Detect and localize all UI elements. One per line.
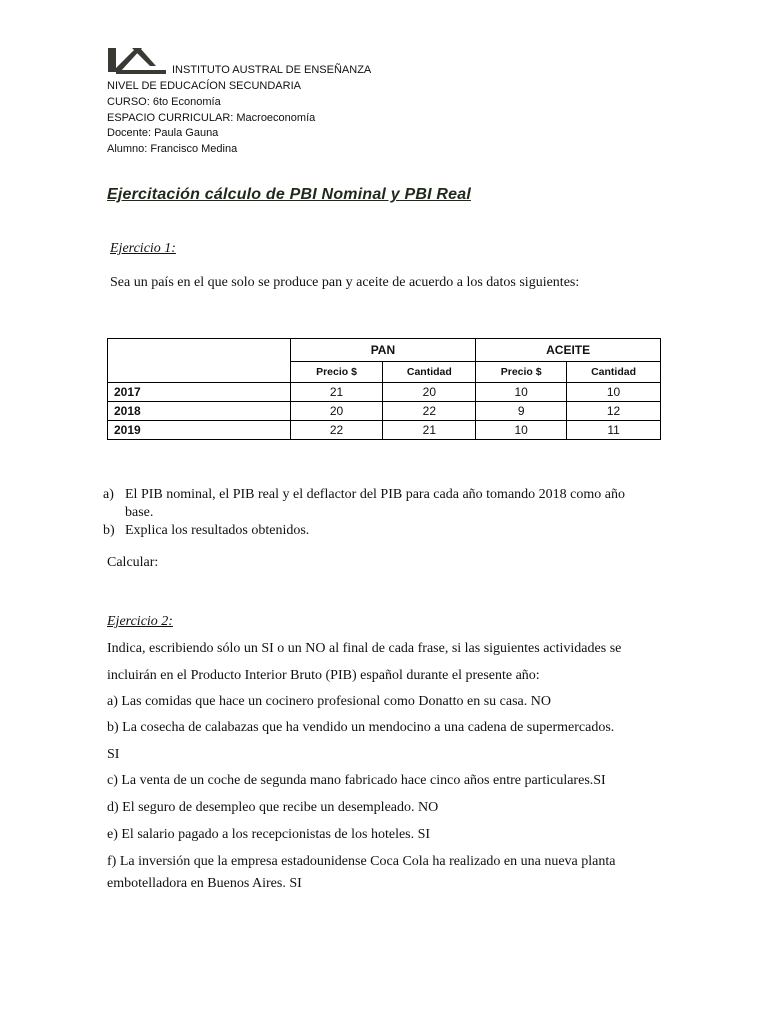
price-quantity-table [107,338,661,440]
table-cell: 22 [290,421,383,440]
subheader-pan-quantity: Cantidad [383,362,476,383]
exercise-2-line: Indica, escribiendo sólo un SI o un NO al final de cada frase, si las siguientes actividades se [107,641,622,656]
table-cell: 21 [383,421,476,440]
table-cell: 9 [476,402,567,421]
question-marker: a) [103,487,114,502]
table-cell: 20 [290,402,383,421]
question-b [103,523,309,539]
subheader-aceite-quantity: Cantidad [567,362,661,383]
subheader-aceite-price: Precio $ [476,362,567,383]
exercise-2-line: a) Las comidas que hace un cocinero profesional como Donatto en su casa. NO [107,694,551,709]
exercise-2-line: incluirán en el Producto Interior Bruto (PIB) español durante el presente año: [107,668,540,683]
exercise-2-line: SI [107,747,120,762]
row-year: 2018 [108,402,291,421]
calculate-label: Calcular: [107,555,159,570]
exercise-2-line: b) La cosecha de calabazas que ha vendido un mendocino a una cadena de supermercados. [107,720,615,735]
group-header-pan: PAN [290,339,476,362]
question-marker: b) [103,523,115,538]
table-cell: 11 [567,421,661,440]
table-row [108,421,661,440]
exercise-2-line: d) El seguro de desempleo que recibe un desempleado. NO [107,800,439,815]
school-name: INSTITUTO AUSTRAL DE ENSEÑANZA [172,64,372,76]
subheader-pan-price: Precio $ [290,362,383,383]
question-a [103,487,625,503]
education-level: NIVEL DE EDUCACÍON SECUNDARIA [107,80,301,92]
exercise-2-line: e) El salario pagado a los recepcionistas de los hoteles. SI [107,827,431,842]
exercise-1-intro: Sea un país en el que solo se produce pan y aceite de acuerdo a los datos siguientes: [110,275,580,290]
exercise-2-heading: Ejercicio 2: [107,614,173,629]
exercise-2-line: embotelladora en Buenos Aires. SI [107,876,302,891]
table-group-header-row [108,339,661,362]
table-cell: 10 [476,383,567,402]
row-year: 2019 [108,421,291,440]
table-cell: 21 [290,383,383,402]
document-title: Ejercitación cálculo de PBI Nominal y PBI Real [107,186,471,203]
table-cell: 20 [383,383,476,402]
course: CURSO: 6to Economía [107,96,221,108]
table-cell: 12 [567,402,661,421]
teacher: Docente: Paula Gauna [107,127,219,139]
table-cell: 10 [567,383,661,402]
table-row [108,383,661,402]
group-header-aceite: ACEITE [476,339,661,362]
question-text: Explica los resultados obtenidos. [125,523,310,538]
question-a-continuation: base. [125,505,154,520]
table-corner-cell [108,339,291,383]
exercise-1-heading: Ejercicio 1: [110,241,176,256]
table-cell: 22 [383,402,476,421]
exercise-2-line: c) La venta de un coche de segunda mano fabricado hace cinco años entre particulares.SI [107,773,606,788]
exercise-2-line: f) La inversión que la empresa estadounidense Coca Cola ha realizado en una nueva planta [107,854,616,869]
table-row [108,402,661,421]
question-text: El PIB nominal, el PIB real y el deflactor del PIB para cada año tomando 2018 como año [125,487,625,502]
curricular-area: ESPACIO CURRICULAR: Macroeconomía [107,112,316,124]
table-cell: 10 [476,421,567,440]
school-logo [106,44,168,76]
row-year: 2017 [108,383,291,402]
student: Alumno: Francisco Medina [107,143,238,155]
